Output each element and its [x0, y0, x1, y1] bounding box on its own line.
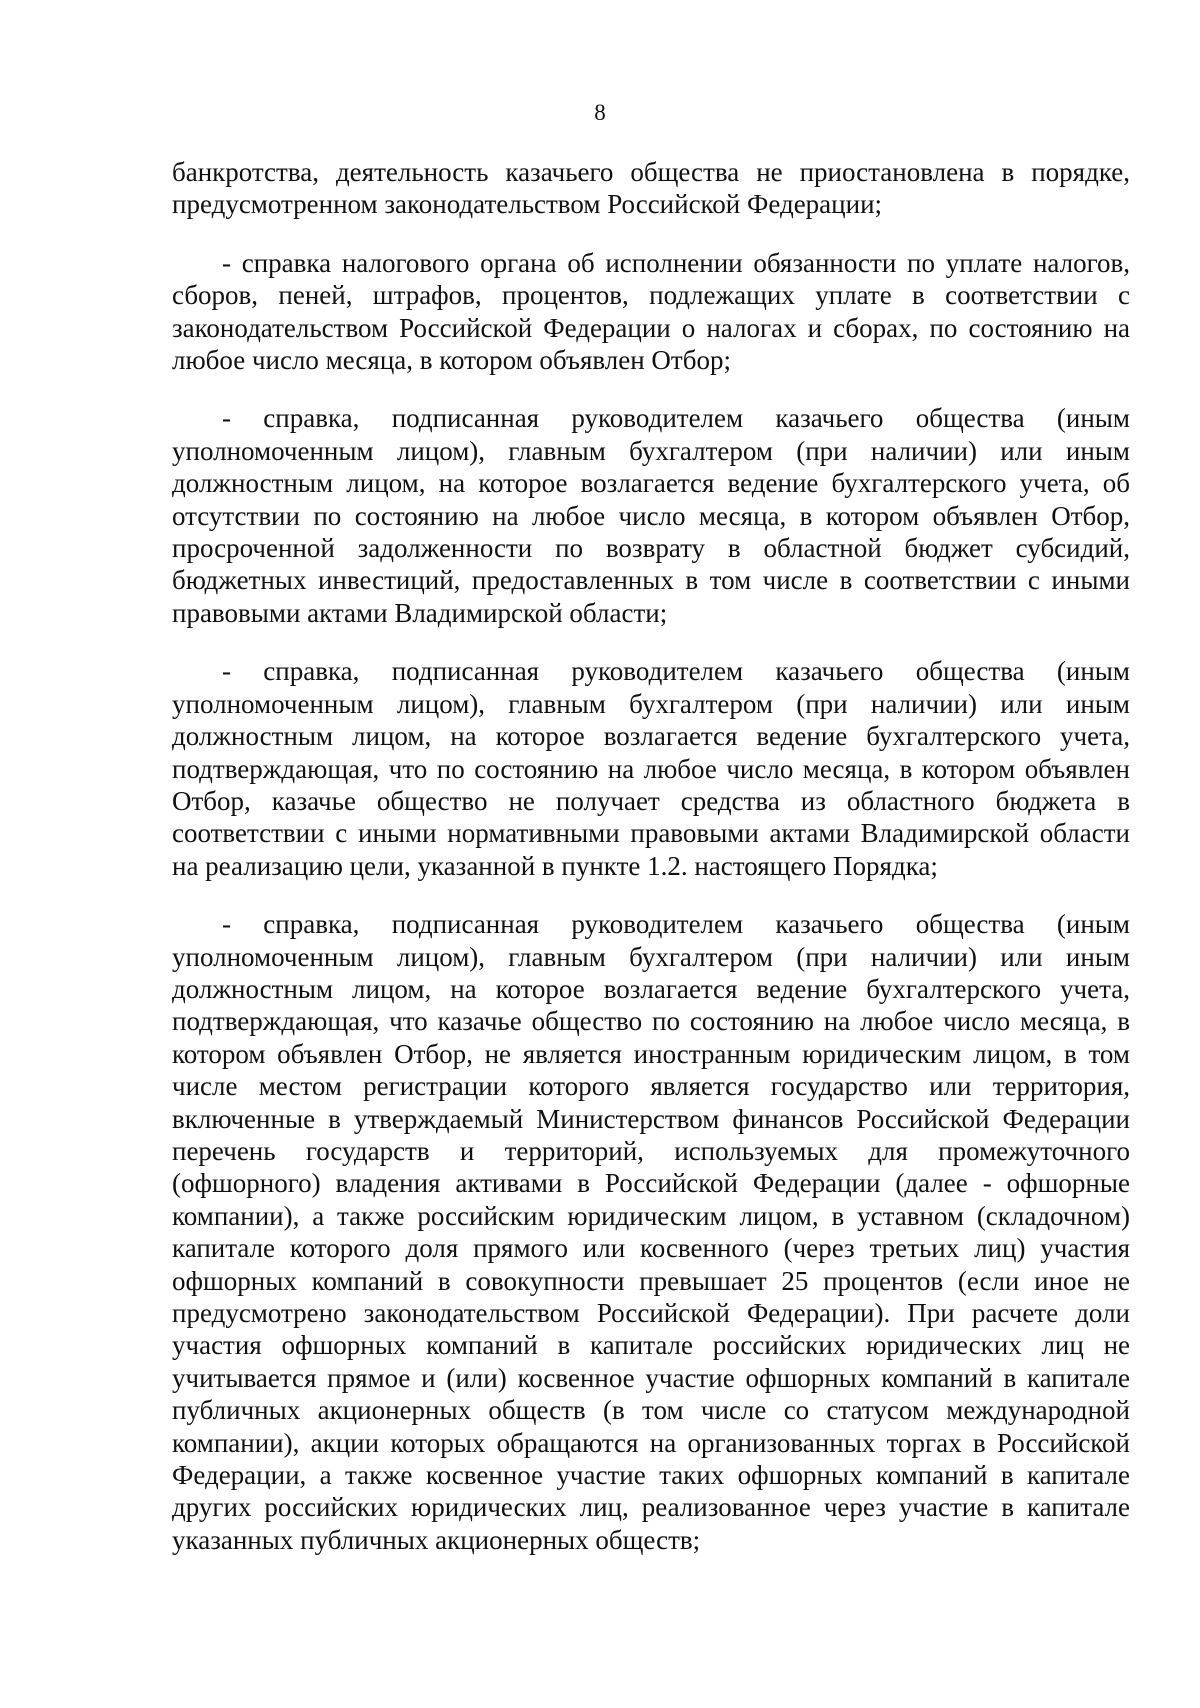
paragraph-tax-certificate: - справка налогового органа об исполнении обязанности по уплате налогов, сборов, пеней, штрафов, процентов, подлежащих уплате в соответствии с законодательством Российской Федерации о налогах и сборах, по состоянию на любое число месяца, в котором объявлен Отбор;: [172, 247, 1130, 376]
document-body: [172, 156, 1130, 1582]
paragraph-continuation: банкротства, деятельность казачьего общества не приостановлена в порядке, предусмотренном законодательством Российской Федерации;: [172, 157, 1130, 220]
paragraph-no-regional-funds: - справка, подписанная руководителем казачьего общества (иным уполномоченным лицом), главным бухгалтером (при наличии) или иным должностным лицом, на которое возлагается ведение бухгалтерского учета, подтверждающая, что по состоянию на любое число месяца, в котором объявлен Отбор, казачье общество не получает средства из областного бюджета в соответствии с иными нормативными правовыми актами Владимирской области на реализацию цели, указанной в пункте 1.2. настоящего Порядка;: [172, 656, 1130, 881]
page-number: 8: [594, 100, 606, 125]
paragraph-not-foreign-entity: - справка, подписанная руководителем казачьего общества (иным уполномоченным лицом), главным бухгалтером (при наличии) или иным должностным лицом, на которое возлагается ведение бухгалтерского учета, подтверждающая, что казачье общество по состоянию на любое число месяца, в котором объявлен Отбор, не является иностранным юридическим лицом, в том числе местом регистрации которого является государство или территория, включенные в утверждаемый Министерством финансов Российской Федерации перечень государств и территорий, используемых для промежуточного (офшорного) владения активами в Российской Федерации (далее - офшорные компании), а также российским юридическим лицом, в уставном (складочном) капитале которого доля прямого или косвенного (через третьих лиц) участия офшорных компаний в совокупности превышает 25 процентов (если иное не предусмотрено законодательством Российской Федерации). При расчете доли участия офшорных компаний в капитале российских юридических лиц не учитывается прямое и (или) косвенное участие офшорных компаний в капитале публичных акционерных обществ (в том числе со статусом международной компании), акции которых обращаются на организованных торгах в Российской Федерации, а также косвенное участие таких офшорных компаний в капитале других российских юридических лиц, реализованное через участие в капитале указанных публичных акционерных обществ;: [172, 909, 1130, 1555]
paragraph-no-overdue-debt: - справка, подписанная руководителем казачьего общества (иным уполномоченным лицом), главным бухгалтером (при наличии) или иным должностным лицом, на которое возлагается ведение бухгалтерского учета, об отсутствии по состоянию на любое число месяца, в котором объявлен Отбор, просроченной задолженности по возврату в областной бюджет субсидий, бюджетных инвестиций, предоставленных в том числе в соответствии с иными правовыми актами Владимирской области;: [172, 403, 1130, 628]
